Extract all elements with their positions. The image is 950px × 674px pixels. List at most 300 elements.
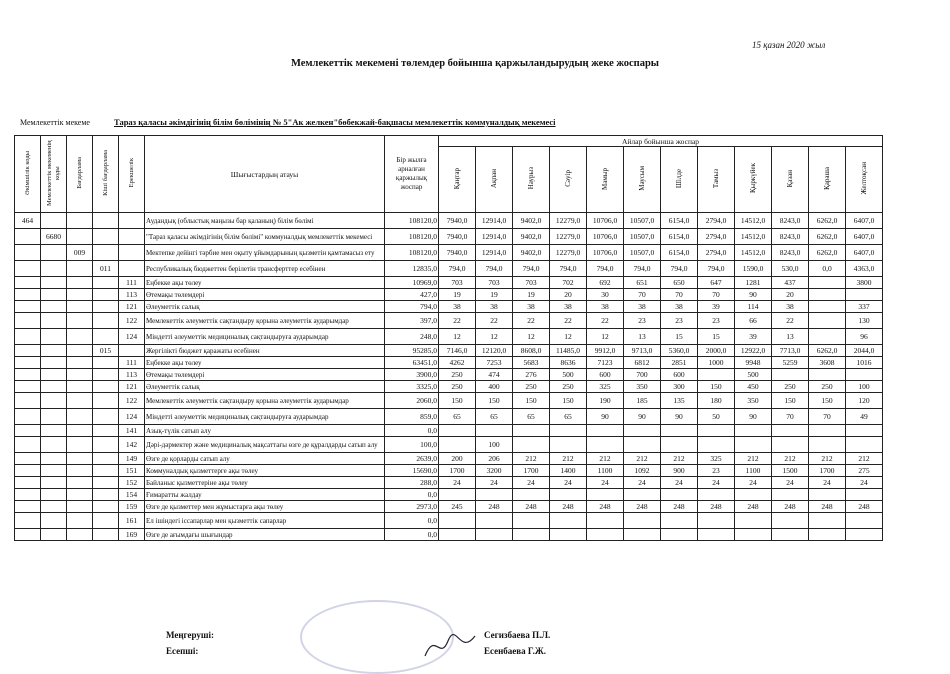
cell-month-value: 70 [661, 289, 698, 301]
cell-expense-name: Міндетті әлеуметтік медициналық сақтандыруға аударымдар [145, 409, 385, 425]
cell-month-value: 24 [587, 477, 624, 489]
cell-month-value [772, 489, 809, 501]
cell-month-value: 212 [809, 453, 846, 465]
cell-institution-code [41, 289, 67, 301]
cell-month-value: 30 [587, 289, 624, 301]
cell-admin-code [15, 465, 41, 477]
cell-month-value [809, 289, 846, 301]
cell-specifics: 154 [119, 489, 145, 501]
cell-month-value: 90 [661, 409, 698, 425]
cell-month-value [809, 329, 846, 345]
cell-month-value: 212 [587, 453, 624, 465]
manager-label: Меңгеруші: [166, 630, 215, 640]
cell-month-value [587, 425, 624, 437]
cell-month-value: 39 [698, 301, 735, 313]
cell-annual-total: 2060,0 [385, 393, 439, 409]
cell-month-value: 22 [587, 313, 624, 329]
cell-program [67, 489, 93, 501]
cell-month-value: 8608,0 [513, 345, 550, 357]
cell-month-value: 190 [587, 393, 624, 409]
cell-month-value: 6812 [624, 357, 661, 369]
cell-program [67, 477, 93, 489]
cell-month-value: 248 [698, 501, 735, 513]
cell-specifics: 121 [119, 301, 145, 313]
cell-expense-name: Өзге де қорларды сатып алу [145, 453, 385, 465]
cell-month-value: 8243,0 [772, 229, 809, 245]
cell-specifics: 121 [119, 381, 145, 393]
header-annual-plan: Бір жылға арналған қаржылық жоспар [385, 136, 439, 213]
cell-month-value: 10706,0 [587, 213, 624, 229]
cell-program [67, 381, 93, 393]
cell-program [67, 213, 93, 229]
cell-annual-total: 397,0 [385, 313, 439, 329]
cell-subprogram [93, 313, 119, 329]
header-specifics: Ерекшелік [119, 136, 145, 213]
cell-subprogram [93, 369, 119, 381]
cell-institution-code: 6680 [41, 229, 67, 245]
cell-month-value: 24 [476, 477, 513, 489]
cell-month-value: 450 [735, 381, 772, 393]
cell-month-value: 650 [661, 277, 698, 289]
header-month: Тамыз [698, 147, 735, 213]
cell-month-value: 0,0 [809, 261, 846, 277]
cell-month-value: 6407,0 [846, 213, 883, 229]
cell-specifics: 142 [119, 437, 145, 453]
cell-month-value [661, 437, 698, 453]
cell-annual-total: 0,0 [385, 425, 439, 437]
cell-month-value [587, 513, 624, 529]
cell-month-value [476, 425, 513, 437]
cell-subprogram [93, 289, 119, 301]
cell-annual-total: 794,0 [385, 301, 439, 313]
cell-month-value: 9402,0 [513, 213, 550, 229]
cell-specifics: 113 [119, 369, 145, 381]
cell-month-value: 24 [772, 477, 809, 489]
cell-admin-code [15, 453, 41, 465]
cell-month-value [809, 437, 846, 453]
cell-subprogram [93, 501, 119, 513]
cell-subprogram [93, 213, 119, 229]
cell-admin-code [15, 229, 41, 245]
document-date: 15 қазан 2020 жыл [752, 40, 826, 50]
cell-institution-code [41, 369, 67, 381]
cell-annual-total: 3325,0 [385, 381, 439, 393]
cell-month-value: 3608 [809, 357, 846, 369]
cell-annual-total: 63451,0 [385, 357, 439, 369]
cell-month-value: 350 [624, 381, 661, 393]
cell-admin-code [15, 329, 41, 345]
cell-annual-total: 2973,0 [385, 501, 439, 513]
cell-month-value: 651 [624, 277, 661, 289]
cell-institution-code [41, 245, 67, 261]
cell-month-value: 250 [513, 381, 550, 393]
cell-month-value: 13 [772, 329, 809, 345]
document-title: Мемлекеттік мекемені төлемдер бойынша қаржыландырудың жеке жоспары [290, 58, 660, 69]
cell-admin-code [15, 409, 41, 425]
cell-month-value [476, 529, 513, 541]
cell-subprogram [93, 437, 119, 453]
cell-month-value: 794,0 [439, 261, 476, 277]
cell-month-value [846, 369, 883, 381]
cell-subprogram: 011 [93, 261, 119, 277]
cell-month-value: 96 [846, 329, 883, 345]
cell-specifics [119, 345, 145, 357]
cell-month-value: 248 [513, 501, 550, 513]
cell-expense-name: Еңбекке ақы төлеу [145, 357, 385, 369]
cell-month-value: 23 [624, 313, 661, 329]
cell-month-value: 300 [661, 381, 698, 393]
cell-institution-code [41, 529, 67, 541]
cell-month-value [698, 489, 735, 501]
header-program: Бағдарлама [67, 136, 93, 213]
cell-institution-code [41, 453, 67, 465]
cell-institution-code [41, 425, 67, 437]
cell-month-value: 9948 [735, 357, 772, 369]
cell-month-value: 100 [476, 437, 513, 453]
cell-expense-name: Мектепке дейінгі тәрбие мен оқыту ұйымдарының қызметін қамтамасыз ету [145, 245, 385, 261]
header-month: Қараша [809, 147, 846, 213]
cell-month-value [809, 489, 846, 501]
cell-month-value: 15 [698, 329, 735, 345]
cell-month-value: 6154,0 [661, 213, 698, 229]
cell-specifics: 141 [119, 425, 145, 437]
table-row [15, 313, 883, 329]
cell-admin-code [15, 529, 41, 541]
cell-month-value [809, 425, 846, 437]
cell-month-value: 65 [476, 409, 513, 425]
cell-expense-name: Өтемақы төлемдері [145, 289, 385, 301]
cell-admin-code [15, 357, 41, 369]
header-month: Сәуір [550, 147, 587, 213]
cell-month-value: 794,0 [550, 261, 587, 277]
cell-month-value: 530,0 [772, 261, 809, 277]
cell-month-value: 2794,0 [698, 213, 735, 229]
cell-month-value: 325 [698, 453, 735, 465]
cell-month-value: 276 [513, 369, 550, 381]
table-row [15, 529, 883, 541]
cell-month-value [809, 313, 846, 329]
cell-month-value: 1016 [846, 357, 883, 369]
header-month: Мамыр [587, 147, 624, 213]
cell-month-value [439, 529, 476, 541]
cell-month-value: 3800 [846, 277, 883, 289]
cell-month-value: 20 [772, 289, 809, 301]
cell-month-value: 50 [698, 409, 735, 425]
cell-institution-code [41, 393, 67, 409]
cell-annual-total: 108120,0 [385, 213, 439, 229]
cell-institution-code [41, 261, 67, 277]
table-row [15, 513, 883, 529]
cell-month-value [439, 437, 476, 453]
cell-month-value: 12914,0 [476, 213, 513, 229]
cell-institution-code [41, 313, 67, 329]
table-row [15, 425, 883, 437]
cell-month-value: 6262,0 [809, 245, 846, 261]
cell-month-value [846, 289, 883, 301]
cell-subprogram [93, 529, 119, 541]
cell-month-value: 6262,0 [809, 229, 846, 245]
cell-month-value: 100 [846, 381, 883, 393]
cell-month-value: 22 [772, 313, 809, 329]
cell-month-value: 70 [698, 289, 735, 301]
cell-month-value: 2851 [661, 357, 698, 369]
cell-month-value: 10706,0 [587, 229, 624, 245]
cell-month-value: 70 [624, 289, 661, 301]
cell-expense-name: Еңбекке ақы төлеу [145, 277, 385, 289]
cell-month-value: 206 [476, 453, 513, 465]
header-expense-name: Шығыстардың атауы [145, 136, 385, 213]
cell-month-value [846, 529, 883, 541]
cell-month-value [809, 369, 846, 381]
cell-annual-total: 95285,0 [385, 345, 439, 357]
cell-month-value [550, 489, 587, 501]
cell-month-value: 11485,0 [550, 345, 587, 357]
cell-month-value: 10507,0 [624, 213, 661, 229]
cell-month-value: 150 [476, 393, 513, 409]
cell-month-value: 702 [550, 277, 587, 289]
cell-program [67, 513, 93, 529]
table-row [15, 501, 883, 513]
cell-month-value: 7123 [587, 357, 624, 369]
cell-month-value: 794,0 [698, 261, 735, 277]
cell-month-value: 6154,0 [661, 245, 698, 261]
cell-month-value: 135 [661, 393, 698, 409]
cell-annual-total: 427,0 [385, 289, 439, 301]
cell-month-value [846, 489, 883, 501]
cell-admin-code: 464 [15, 213, 41, 229]
cell-month-value: 6262,0 [809, 345, 846, 357]
cell-month-value [439, 425, 476, 437]
cell-month-value: 90 [624, 409, 661, 425]
cell-month-value [735, 513, 772, 529]
cell-month-value [735, 489, 772, 501]
cell-month-value: 19 [439, 289, 476, 301]
cell-month-value [698, 425, 735, 437]
cell-month-value [624, 437, 661, 453]
cell-specifics [119, 213, 145, 229]
cell-month-value: 38 [550, 301, 587, 313]
cell-admin-code [15, 245, 41, 261]
cell-month-value [513, 489, 550, 501]
header-month: Маусым [624, 147, 661, 213]
cell-specifics: 111 [119, 277, 145, 289]
cell-expense-name: Коммуналдық қызметтерге ақы төлеу [145, 465, 385, 477]
cell-month-value: 90 [735, 289, 772, 301]
cell-month-value: 12120,0 [476, 345, 513, 357]
cell-month-value: 703 [476, 277, 513, 289]
cell-expense-name: Міндетті әлеуметтік медициналық сақтандыруға аударымдар [145, 329, 385, 345]
cell-admin-code [15, 501, 41, 513]
cell-month-value: 1700 [439, 465, 476, 477]
cell-subprogram [93, 393, 119, 409]
cell-month-value: 275 [846, 465, 883, 477]
cell-month-value [587, 437, 624, 453]
cell-month-value: 337 [846, 301, 883, 313]
cell-annual-total: 0,0 [385, 489, 439, 501]
cell-month-value: 248 [476, 501, 513, 513]
cell-month-value: 150 [772, 393, 809, 409]
cell-month-value: 212 [624, 453, 661, 465]
cell-expense-name: Байланыс қызметтеріне ақы төлеу [145, 477, 385, 489]
cell-month-value [661, 489, 698, 501]
cell-expense-name: Ғимаратты жалдау [145, 489, 385, 501]
cell-month-value: 6262,0 [809, 213, 846, 229]
cell-month-value [513, 513, 550, 529]
cell-specifics: 124 [119, 409, 145, 425]
cell-month-value: 19 [513, 289, 550, 301]
cell-month-value: 703 [439, 277, 476, 289]
cell-month-value: 350 [735, 393, 772, 409]
cell-month-value: 24 [846, 477, 883, 489]
cell-month-value [550, 425, 587, 437]
cell-admin-code [15, 477, 41, 489]
financing-plan-table [14, 135, 883, 541]
cell-month-value: 794,0 [513, 261, 550, 277]
cell-month-value: 14512,0 [735, 245, 772, 261]
cell-month-value: 24 [735, 477, 772, 489]
cell-month-value: 150 [698, 381, 735, 393]
cell-month-value: 19 [476, 289, 513, 301]
cell-month-value: 9402,0 [513, 229, 550, 245]
cell-month-value: 38 [476, 301, 513, 313]
cell-month-value: 10507,0 [624, 229, 661, 245]
header-month: Желтоқсан [846, 147, 883, 213]
cell-month-value: 250 [772, 381, 809, 393]
cell-subprogram [93, 465, 119, 477]
cell-month-value [661, 513, 698, 529]
cell-month-value: 12279,0 [550, 229, 587, 245]
cell-admin-code [15, 513, 41, 529]
cell-month-value: 325 [587, 381, 624, 393]
accountant-name: Есенбаева Г.Ж. [484, 646, 547, 656]
cell-month-value: 2000,0 [698, 345, 735, 357]
cell-month-value [624, 529, 661, 541]
table-row [15, 477, 883, 489]
cell-expense-name: Жергілікті бюджет қаражаты есебінен [145, 345, 385, 357]
signature-scribble [420, 626, 480, 666]
cell-month-value: 38 [513, 301, 550, 313]
cell-annual-total: 288,0 [385, 477, 439, 489]
table-row [15, 229, 883, 245]
cell-month-value: 250 [439, 381, 476, 393]
cell-expense-name: Өзге де ағымдағы шығындар [145, 529, 385, 541]
cell-month-value: 248 [550, 501, 587, 513]
cell-month-value: 7940,0 [439, 213, 476, 229]
cell-month-value [476, 513, 513, 529]
cell-month-value: 130 [846, 313, 883, 329]
cell-month-value: 248 [809, 501, 846, 513]
cell-specifics: 113 [119, 289, 145, 301]
cell-month-value: 180 [698, 393, 735, 409]
cell-month-value: 38 [587, 301, 624, 313]
cell-month-value: 1100 [587, 465, 624, 477]
cell-specifics [119, 229, 145, 245]
table-row [15, 369, 883, 381]
cell-month-value: 2794,0 [698, 245, 735, 261]
cell-month-value: 14512,0 [735, 229, 772, 245]
cell-institution-code [41, 513, 67, 529]
cell-month-value: 400 [476, 381, 513, 393]
cell-subprogram [93, 513, 119, 529]
cell-month-value: 7713,0 [772, 345, 809, 357]
cell-month-value: 700 [624, 369, 661, 381]
cell-month-value: 794,0 [476, 261, 513, 277]
cell-month-value: 65 [439, 409, 476, 425]
cell-month-value [698, 369, 735, 381]
cell-subprogram [93, 329, 119, 345]
institution-label: Мемлекеттік мекеме [20, 118, 90, 127]
cell-institution-code [41, 381, 67, 393]
cell-specifics: 169 [119, 529, 145, 541]
cell-month-value: 1590,0 [735, 261, 772, 277]
table-row [15, 409, 883, 425]
cell-month-value: 2044,0 [846, 345, 883, 357]
cell-month-value: 500 [735, 369, 772, 381]
cell-month-value: 7253 [476, 357, 513, 369]
header-month: Ақпан [476, 147, 513, 213]
cell-institution-code [41, 329, 67, 345]
cell-month-value: 38 [624, 301, 661, 313]
table-row [15, 289, 883, 301]
cell-month-value: 248 [587, 501, 624, 513]
cell-subprogram [93, 409, 119, 425]
institution-name: Тараз қаласы әкімдігінің білім бөлімінің № 5"Ак желкен"бөбекжай-бақшасы мемлекеттік коммуналдық мекемесі [114, 117, 556, 127]
cell-annual-total: 108120,0 [385, 229, 439, 245]
header-subprogram: Кіші бағдарлама [93, 136, 119, 213]
cell-month-value: 12 [439, 329, 476, 345]
cell-month-value: 703 [513, 277, 550, 289]
cell-month-value: 22 [439, 313, 476, 329]
cell-month-value: 6407,0 [846, 229, 883, 245]
cell-subprogram [93, 381, 119, 393]
cell-program [67, 313, 93, 329]
cell-month-value: 5360,0 [661, 345, 698, 357]
cell-month-value [846, 437, 883, 453]
header-month: Наурыз [513, 147, 550, 213]
cell-month-value: 1000 [698, 357, 735, 369]
cell-month-value: 1700 [809, 465, 846, 477]
cell-month-value: 24 [439, 477, 476, 489]
table-row [15, 437, 883, 453]
cell-expense-name: Өзге де қызметтер мен жұмыстарға ақы төлеу [145, 501, 385, 513]
accountant-label: Есепші: [166, 646, 199, 656]
table-row [15, 393, 883, 409]
cell-month-value [809, 529, 846, 541]
cell-annual-total: 10969,0 [385, 277, 439, 289]
cell-month-value: 65 [550, 409, 587, 425]
cell-admin-code [15, 301, 41, 313]
cell-month-value: 23 [698, 313, 735, 329]
cell-subprogram [93, 229, 119, 245]
cell-program [67, 277, 93, 289]
cell-month-value [513, 425, 550, 437]
cell-annual-total: 859,0 [385, 409, 439, 425]
cell-month-value: 185 [624, 393, 661, 409]
cell-month-value: 900 [661, 465, 698, 477]
cell-month-value: 212 [661, 453, 698, 465]
cell-month-value: 1400 [550, 465, 587, 477]
cell-annual-total: 2639,0 [385, 453, 439, 465]
cell-specifics: 151 [119, 465, 145, 477]
cell-month-value [698, 437, 735, 453]
cell-month-value: 150 [439, 393, 476, 409]
cell-month-value: 250 [439, 369, 476, 381]
header-institution-code: Мемлекеттік мекеменің коды [41, 136, 67, 213]
cell-annual-total: 100,0 [385, 437, 439, 453]
cell-annual-total: 15690,0 [385, 465, 439, 477]
cell-institution-code [41, 489, 67, 501]
cell-institution-code [41, 501, 67, 513]
